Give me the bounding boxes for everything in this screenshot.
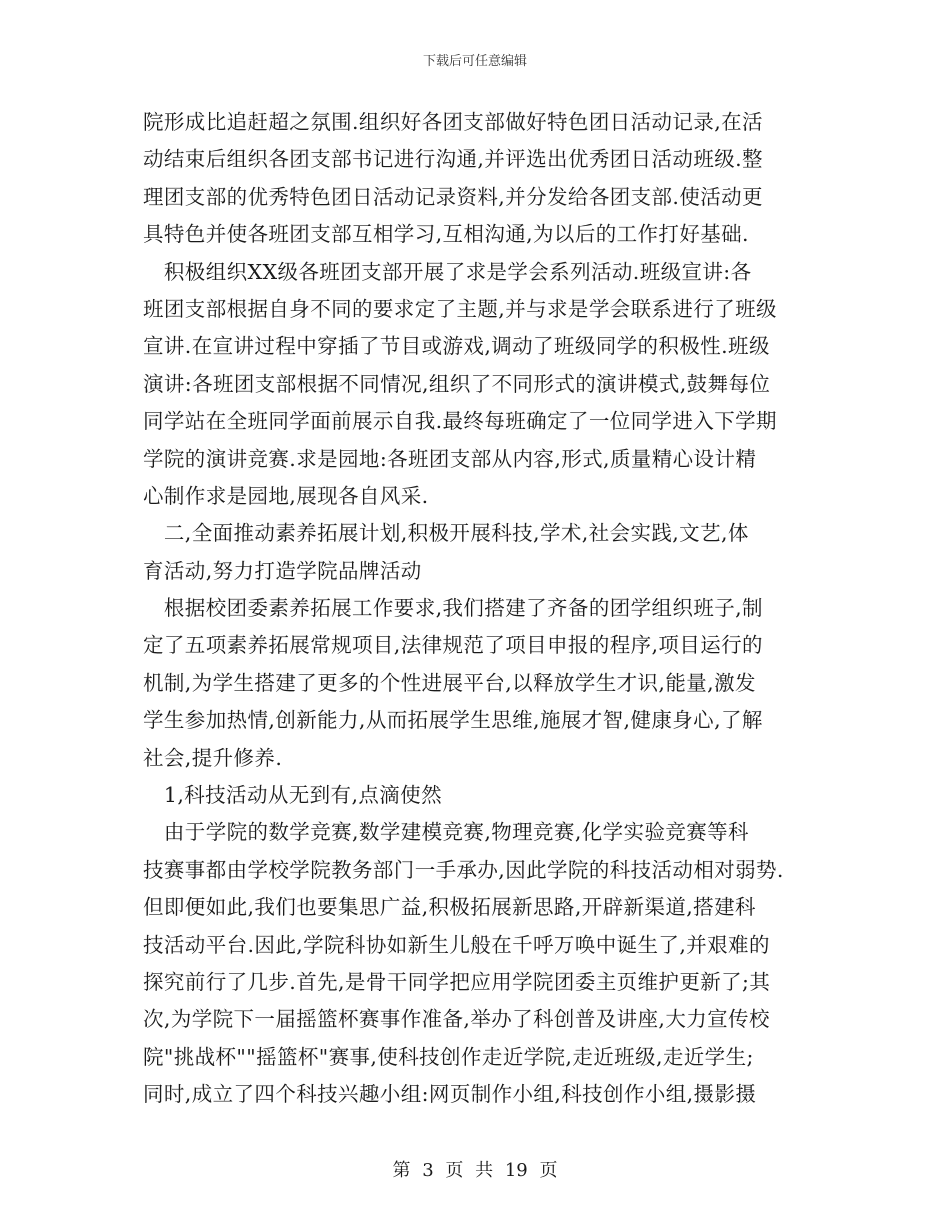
page-header: 下载后可任意编辑 [422, 54, 527, 69]
text-line: 院形成比追赶超之氛围.组织好各团支部做好特色团日活动记录,在活 [143, 110, 763, 134]
page-footer: 第 3 页 共 19 页 [392, 1160, 558, 1181]
text-line: 同时,成立了四个科技兴趣小组:网页制作小组,科技创作小组,摄影摄 [143, 1082, 757, 1107]
text-line: 1,科技活动从无到有,点滴使然 [143, 783, 442, 808]
text-line: 探究前行了几步.首先,是骨干同学把应用学院团委主页维护更新了;其 [143, 969, 771, 994]
text-line: 育活动,努力打造学院品牌活动 [143, 558, 422, 583]
text-line: 由于学院的数学竞赛,数学建模竞赛,物理竞赛,化学实验竞赛等科 [143, 820, 749, 845]
text-line: 宣讲.在宣讲过程中穿插了节目或游戏,调动了班级同学的积极性.班级 [143, 334, 770, 359]
text-line: 定了五项素养拓展常规项目,法律规范了项目申报的程序,项目运行的 [143, 633, 763, 658]
text-line: 班团支部根据自身不同的要求定了主题,并与求是学会联系进行了班级 [143, 296, 777, 321]
text-line: 技活动平台.因此,学院科协如新生儿般在千呼万唤中诞生了,并艰难的 [143, 932, 770, 957]
document-body [143, 104, 809, 1114]
text-line: 院"挑战杯""摇篮杯"赛事,使科技创作走近学院,走近班级,走近学生; [143, 1044, 754, 1069]
text-line: 根据校团委素养拓展工作要求,我们搭建了齐备的团学组织班子,制 [143, 596, 763, 621]
text-line: 具特色并使各班团支部互相学习,互相沟通,为以后的工作打好基础. [143, 222, 749, 247]
text-line: 演讲:各班团支部根据不同情况,组织了不同形式的演讲模式,鼓舞每位 [143, 371, 771, 396]
text-line: 次,为学院下一届摇篮杯赛事作准备,举办了科创普及讲座,大力宣传校 [143, 1007, 770, 1032]
text-line: 动结束后组织各团支部书记进行沟通,并评选出优秀团日活动班级.整 [143, 147, 763, 172]
text-line: 学生参加热情,创新能力,从而拓展学生思维,施展才智,健康身心,了解 [143, 708, 763, 733]
text-line: 二,全面推动素养拓展计划,积极开展科技,学术,社会实践,文艺,体 [143, 521, 749, 546]
text-line: 技赛事都由学校学院教务部门一手承办,因此学院的科技活动相对弱势. [143, 857, 784, 882]
text-line: 机制,为学生搭建了更多的个性进展平台,以释放学生才识,能量,激发 [143, 670, 756, 695]
text-line: 心制作求是园地,展现各自风采. [143, 483, 429, 508]
text-line: 学院的演讲竞赛.求是园地:各班团支部从内容,形式,质量精心设计精 [143, 446, 757, 471]
text-line: 但即便如此,我们也要集思广益,积极拓展新思路,开辟新渠道,搭建科 [143, 895, 756, 920]
text-line: 社会,提升修养. [143, 745, 283, 770]
text-line: 积极组织XX级各班团支部开展了求是学会系列活动.班级宣讲:各 [143, 259, 752, 284]
text-line: 理团支部的优秀特色团日活动记录资料,并分发给各团支部.使活动更 [143, 184, 763, 209]
text-line: 同学站在全班同学面前展示自我.最终每班确定了一位同学进入下学期 [143, 409, 777, 434]
